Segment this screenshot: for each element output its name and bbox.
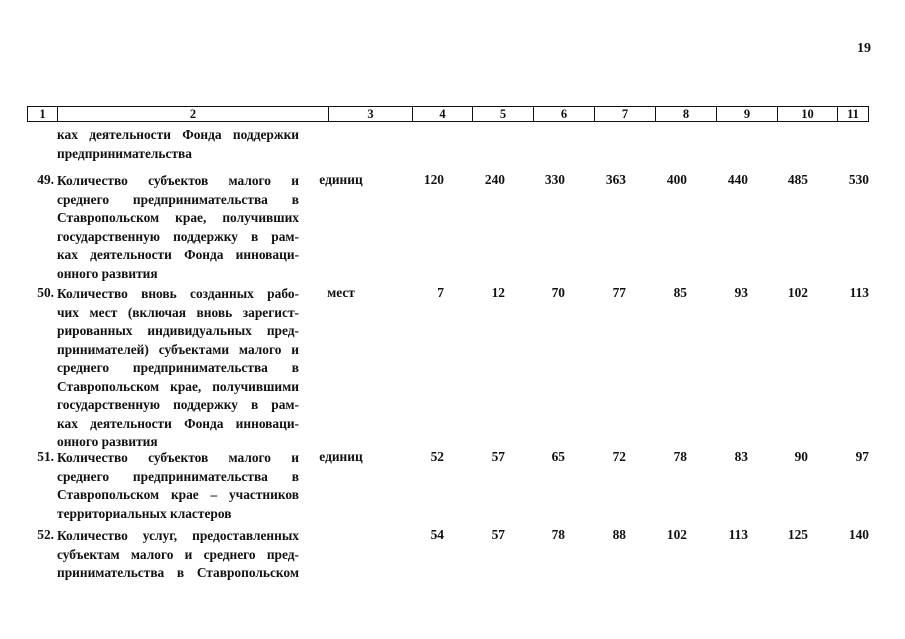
value-col-5: 57 <box>491 449 505 464</box>
row-number: 52. <box>37 527 54 542</box>
row-number: 50. <box>37 285 54 300</box>
value-col-8: 78 <box>673 449 687 464</box>
desc-line: субъектам малого и среднего пред- <box>57 546 299 562</box>
desc-line: ках деятельности Фонда поддержки <box>57 127 299 142</box>
desc-line: Количество субъектов малого и <box>57 450 299 465</box>
desc-line: Количество субъектов малого и <box>57 173 299 188</box>
header-col-2: 2 <box>57 107 328 121</box>
row-description <box>57 285 299 452</box>
row-description <box>57 172 299 283</box>
value-col-11: 140 <box>848 527 869 542</box>
value-col-11: 530 <box>848 172 869 187</box>
value-col-7: 363 <box>605 172 626 187</box>
value-col-9: 113 <box>728 527 748 542</box>
continuation-description <box>57 126 299 163</box>
value-col-9: 93 <box>734 285 748 300</box>
header-col-1: 1 <box>39 107 46 121</box>
header-col-7: 7 <box>594 107 655 121</box>
header-col-3: 3 <box>328 107 412 121</box>
value-col-4: 54 <box>430 527 444 542</box>
desc-line: ках деятельности Фонда инноваци- <box>57 247 299 262</box>
value-col-8: 400 <box>666 172 687 187</box>
desc-line: территориальных кластеров <box>57 505 232 521</box>
desc-line: принимателей) субъектами малого и <box>57 341 299 357</box>
value-col-4: 52 <box>430 449 444 464</box>
desc-line: Ставропольском крае, получившими <box>57 378 299 394</box>
value-col-10: 102 <box>787 285 808 300</box>
desc-line: онного развития <box>57 434 158 449</box>
desc-line: Количество вновь созданных рабо- <box>57 286 299 301</box>
desc-line: Ставропольском крае, получивших <box>57 210 299 225</box>
desc-line: рированных индивидуальных пред- <box>57 323 299 338</box>
value-col-9: 440 <box>727 172 748 187</box>
row-unit: единиц <box>319 172 363 187</box>
desc-line: среднего предпринимательства в <box>57 360 299 375</box>
value-col-10: 485 <box>787 172 808 187</box>
desc-line: государственную поддержку в рам- <box>57 397 299 412</box>
header-col-8: 8 <box>655 107 716 121</box>
value-col-10: 125 <box>787 527 808 542</box>
row-number: 49. <box>37 172 54 187</box>
value-col-4: 7 <box>437 285 444 300</box>
desc-line: Ставропольском крае – участников <box>57 487 299 502</box>
value-col-5: 240 <box>484 172 505 187</box>
value-col-8: 102 <box>666 527 687 542</box>
desc-line: государственную поддержку в рам- <box>57 228 299 244</box>
value-col-11: 113 <box>849 285 869 300</box>
value-col-6: 70 <box>551 285 565 300</box>
row-description <box>57 449 299 523</box>
header-col-6: 6 <box>533 107 594 121</box>
header-col-5: 5 <box>472 107 533 121</box>
row-number: 51. <box>37 449 54 464</box>
table-header-row <box>27 106 869 122</box>
header-col-10: 10 <box>777 107 837 121</box>
value-col-6: 65 <box>551 449 565 464</box>
desc-line: среднего предпринимательства в <box>57 468 299 484</box>
value-col-8: 85 <box>673 285 687 300</box>
value-col-5: 57 <box>491 527 505 542</box>
value-col-6: 78 <box>551 527 565 542</box>
value-col-9: 83 <box>734 449 748 464</box>
desc-line: онного развития <box>57 265 158 281</box>
desc-line: среднего предпринимательства в <box>57 191 299 207</box>
desc-line: Количество услуг, предоставленных <box>57 528 299 543</box>
value-col-6: 330 <box>544 172 565 187</box>
row-description <box>57 527 299 583</box>
value-col-4: 120 <box>423 172 444 187</box>
header-col-11: 11 <box>837 107 868 121</box>
value-col-7: 77 <box>612 285 626 300</box>
desc-line: принимательства в Ставропольском <box>57 565 299 580</box>
header-col-9: 9 <box>716 107 777 121</box>
header-col-4: 4 <box>412 107 472 121</box>
value-col-5: 12 <box>491 285 505 300</box>
desc-line: чих мест (включая вновь зарегист- <box>57 304 299 320</box>
desc-line: ках деятельности Фонда инноваци- <box>57 415 299 431</box>
value-col-11: 97 <box>855 449 869 464</box>
row-unit: мест <box>327 285 355 300</box>
value-col-7: 72 <box>612 449 626 464</box>
desc-line: предпринимательства <box>57 145 192 161</box>
value-col-7: 88 <box>612 527 626 542</box>
page-number: 19 <box>857 41 871 56</box>
value-col-10: 90 <box>794 449 808 464</box>
row-unit: единиц <box>319 449 363 464</box>
